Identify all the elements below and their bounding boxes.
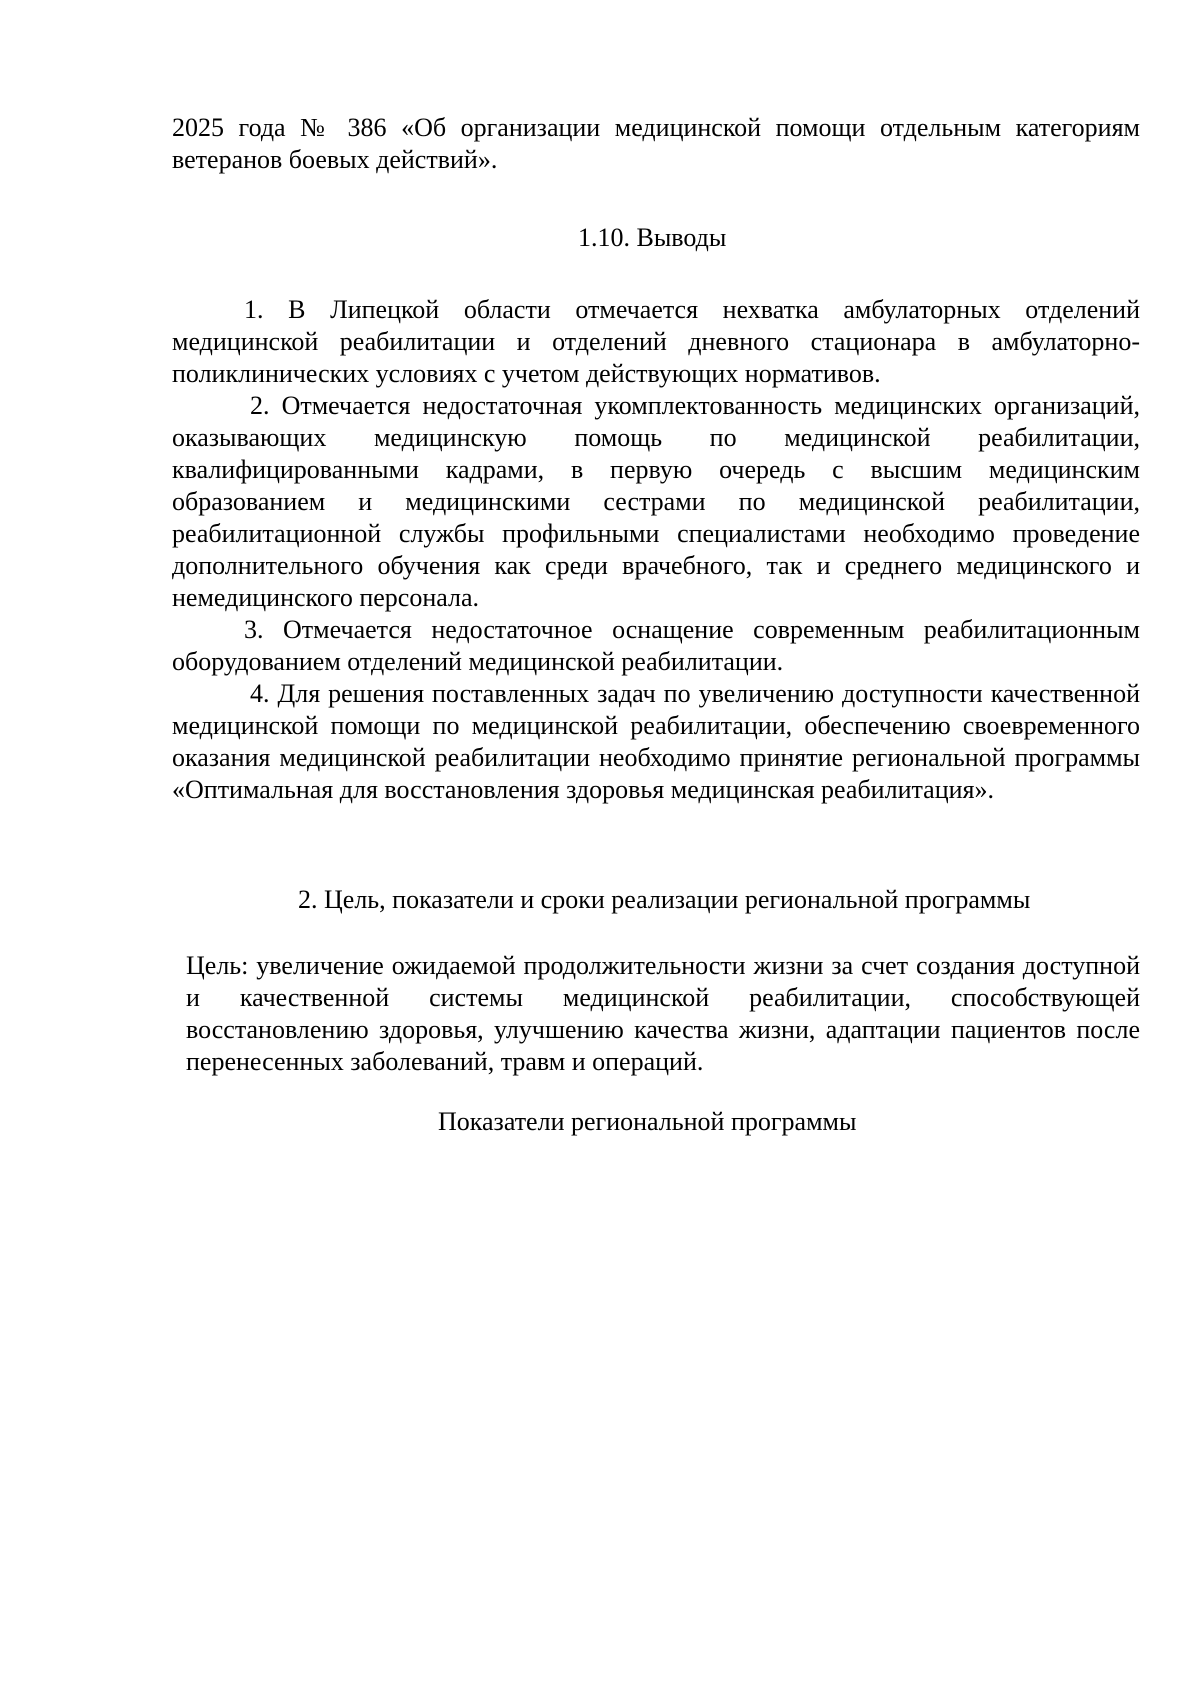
conclusion-item-2: 2. Отмечается недостаточная укомплектованность медицинских организаций, оказывающих медицинскую помощь по медицинской реабилитации, квалифицированными кадрами, в первую очередь с высшим медицинским образованием и медицинскими сестрами по медицинской реабилитации, реабилитационной службы профильными специалистами необходимо проведение дополнительного обучения как среди врачебного, так и среднего медицинского и немедицинского персонала. <box>172 391 1140 612</box>
indicators-heading: Показатели региональной программы <box>438 1107 857 1136</box>
intro-paragraph: 2025 года № 386 «Об организации медицинской помощи отдельным категориям ветеранов боевых действий». <box>172 113 1140 174</box>
conclusion-item-1: 1. В Липецкой области отмечается нехватка амбулаторных отделений медицинской реабилитации и отделений дневного стационара в амбулаторно-поликлинических условиях с учетом действующих нормативов. <box>172 295 1140 388</box>
goal-paragraph: Цель: увеличение ожидаемой продолжительности жизни за счет создания доступной и качественной системы медицинской реабилитации, способствующей восстановлению здоровья, улучшению качества жизни, адаптации пациентов после перенесенных заболеваний, травм и операций. <box>186 951 1140 1076</box>
section-2-heading: 2. Цель, показатели и сроки реализации региональной программы <box>298 885 1031 914</box>
section-1-10-heading: 1.10. Выводы <box>578 223 727 252</box>
conclusion-item-3: 3. Отмечается недостаточное оснащение современным реабилитационным оборудованием отделений медицинской реабилитации. <box>172 615 1140 676</box>
conclusion-item-4: 4. Для решения поставленных задач по увеличению доступности качественной медицинской помощи по медицинской реабилитации, обеспечению своевременного оказания медицинской реабилитации необходимо принятие региональной программы «Оптимальная для восстановления здоровья медицинская реабилитация». <box>172 679 1140 804</box>
